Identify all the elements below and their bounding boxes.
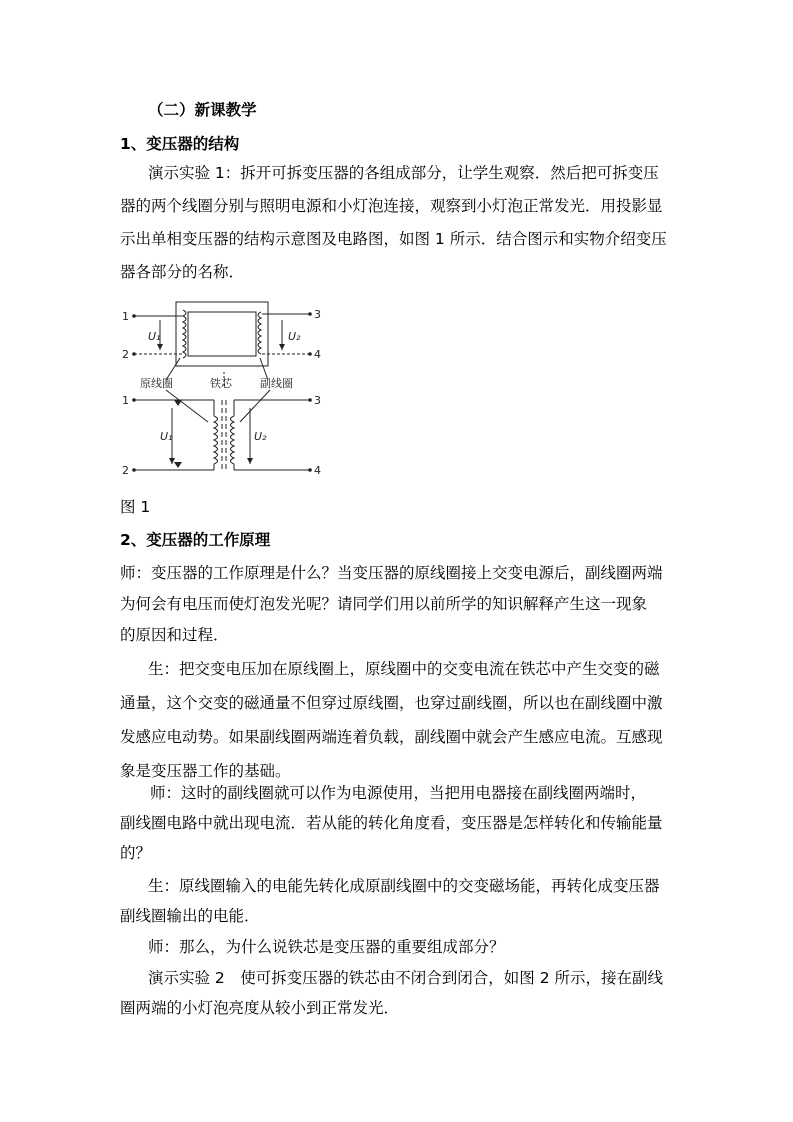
secondary-coil-label: 副线圈 bbox=[260, 377, 293, 390]
u1-label: U₁ bbox=[160, 430, 173, 443]
paragraph-line: 师：变压器的工作原理是什么？当变压器的原线圈接上交变电源后，副线圈两端 bbox=[120, 564, 663, 582]
paragraph-line: 发感应电动势。如果副线圈两端连着负载，副线圈中就会产生感应电流。互感现 bbox=[120, 728, 663, 746]
terminal-label: 2 bbox=[122, 464, 129, 477]
paragraph-line: 副线圈输出的电能． bbox=[120, 907, 260, 925]
paragraph-line: 通量，这个交变的磁通量不但穿过原线圈，也穿过副线圈，所以也在副线圈中激 bbox=[120, 694, 663, 712]
u2-label: U₂ bbox=[254, 430, 267, 443]
paragraph-line: 演示实验 2 使可拆变压器的铁芯由不闭合到闭合，如图 2 所示，接在副线 bbox=[148, 969, 664, 987]
heading-principle: 2、变压器的工作原理 bbox=[120, 531, 271, 549]
figure-caption: 图 1 bbox=[120, 498, 151, 516]
paragraph-line: 象是变压器工作的基础。 bbox=[120, 762, 291, 780]
paragraph-line: 演示实验 1：拆开可拆变压器的各组成部分，让学生观察．然后把可拆变压 bbox=[148, 164, 659, 182]
terminal-label: 4 bbox=[314, 348, 321, 361]
secondary-winding bbox=[258, 312, 261, 354]
heading-structure: 1、变压器的结构 bbox=[120, 135, 240, 153]
transformer-figure bbox=[120, 298, 325, 488]
primary-coil-symbol bbox=[214, 416, 218, 464]
core-inner bbox=[188, 312, 256, 356]
terminal-label: 1 bbox=[122, 310, 129, 323]
secondary-coil-symbol bbox=[231, 416, 235, 464]
paragraph-line: 器的两个线圈分别与照明电源和小灯泡连接，观察到小灯泡正常发光．用投影显 bbox=[120, 197, 663, 215]
paragraph-line: 圈两端的小灯泡亮度从较小到正常发光． bbox=[120, 999, 400, 1017]
paragraph-line: 师：那么，为什么说铁芯是变压器的重要组成部分？ bbox=[148, 938, 505, 956]
paragraph-line: 示出单相变压器的结构示意图及电路图，如图 1 所示．结合图示和实物介绍变压 bbox=[120, 230, 667, 248]
primary-winding bbox=[183, 310, 186, 358]
paragraph-line: 师：这时的副线圈就可以作为电源使用，当把用电器接在副线圈两端时， bbox=[150, 784, 647, 802]
terminal-label: 1 bbox=[122, 394, 129, 407]
u2-label: U₂ bbox=[288, 330, 301, 343]
terminal-label: 3 bbox=[314, 308, 321, 321]
terminal-label: 4 bbox=[314, 464, 321, 477]
paragraph-line: 生：原线圈输入的电能先转化成原副线圈中的交变磁场能，再转化成变压器 bbox=[148, 877, 660, 895]
terminal-label: 3 bbox=[314, 394, 321, 407]
paragraph-line: 副线圈电路中就出现电流．若从能的转化角度看，变压器是怎样转化和传输能量 bbox=[120, 814, 663, 832]
terminal-label: 2 bbox=[122, 348, 129, 361]
core-label: 铁芯 bbox=[210, 377, 232, 390]
paragraph-line: 的？ bbox=[120, 844, 152, 862]
paragraph-line: 器各部分的名称． bbox=[120, 263, 245, 281]
u1-label: U₁ bbox=[148, 330, 161, 343]
paragraph-line: 为何会有电压而使灯泡发光呢？请同学们用以前所学的知识解释产生这一现象 bbox=[120, 595, 648, 613]
primary-coil-label: 原线圈 bbox=[140, 377, 173, 390]
section-heading: （二）新课教学 bbox=[148, 101, 257, 119]
paragraph-line: 的原因和过程． bbox=[120, 626, 229, 644]
paragraph-line: 生：把交变电压加在原线圈上，原线圈中的交变电流在铁芯中产生交变的磁 bbox=[148, 660, 660, 678]
